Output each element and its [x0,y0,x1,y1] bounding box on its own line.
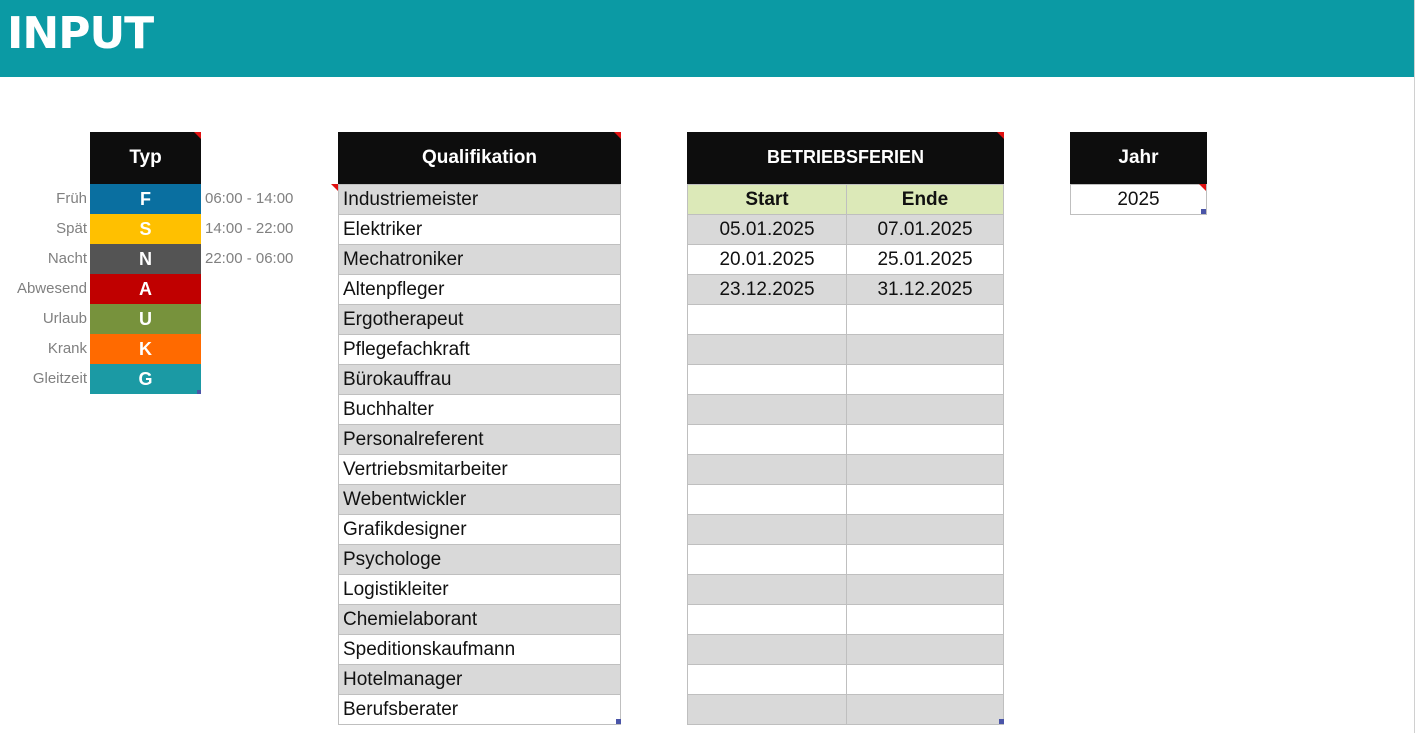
typ-code-cell[interactable]: F [90,184,201,214]
typ-header-label: Typ [129,147,162,168]
qualifikation-header[interactable] [338,132,621,184]
end-date-cell[interactable] [846,665,1003,694]
comment-indicator[interactable] [194,132,201,139]
table-row [688,304,1003,334]
end-date-cell[interactable]: 31.12.2025 [846,275,1003,304]
qualifikation-cell[interactable]: Grafikdesigner [339,514,620,544]
betriebsferien-column-headers [688,184,1003,214]
betriebsferien-table [687,184,1004,725]
jahr-header[interactable] [1070,132,1207,184]
qualifikation-cell[interactable]: Industriemeister [339,184,620,214]
qualifikation-cell[interactable]: Logistikleiter [339,574,620,604]
qualifikation-cell[interactable]: Berufsberater [339,694,620,724]
year-input[interactable]: 2025 [1070,184,1207,215]
start-date-cell[interactable] [688,305,846,334]
start-date-cell[interactable] [688,455,846,484]
end-date-cell[interactable] [846,695,1003,724]
start-date-cell[interactable] [688,365,846,394]
betriebsferien-header[interactable] [687,132,1004,184]
table-resize-handle[interactable] [999,719,1004,724]
qualifikation-cell[interactable]: Altenpfleger [339,274,620,304]
qualifikation-cell[interactable]: Hotelmanager [339,664,620,694]
start-date-cell[interactable] [688,335,846,364]
table-row [688,214,1003,244]
table-resize-handle[interactable] [197,390,201,394]
typ-code-cell[interactable]: N [90,244,201,274]
typ-code-cell[interactable]: G [90,364,201,394]
page-title: INPUT [7,8,154,59]
start-date-cell[interactable] [688,605,846,634]
end-date-cell[interactable] [846,335,1003,364]
end-date-cell[interactable] [846,515,1003,544]
end-date-cell[interactable] [846,635,1003,664]
typ-code-cell[interactable]: A [90,274,201,304]
end-column-header[interactable]: Ende [846,185,1003,214]
typ-label: Krank [47,340,87,357]
end-date-cell[interactable]: 25.01.2025 [846,245,1003,274]
table-row [688,604,1003,634]
start-date-cell[interactable]: 23.12.2025 [719,279,815,300]
typ-label: Spät [56,220,87,237]
typ-label: Gleitzeit [32,370,87,387]
qualifikation-header-label: Qualifikation [421,147,538,168]
table-row [688,244,1003,274]
typ-label: Früh [56,190,87,207]
title-banner [0,0,1414,77]
end-date-cell[interactable] [846,365,1003,394]
qualifikation-cell[interactable]: Psychologe [339,544,620,574]
start-date-cell[interactable] [688,665,846,694]
qualifikation-cell[interactable]: Pflegefachkraft [339,334,620,364]
jahr-header-label: Jahr [1118,147,1159,168]
typ-time: 22:00 - 06:00 [205,250,294,267]
typ-code-cell[interactable]: U [90,304,201,334]
start-date-cell[interactable] [688,485,846,514]
qualifikation-cell[interactable]: Elektriker [339,214,620,244]
end-date-cell[interactable] [846,305,1003,334]
typ-time: 06:00 - 14:00 [205,190,294,207]
end-date-cell[interactable] [846,425,1003,454]
typ-label: Abwesend [16,280,87,297]
end-date-cell[interactable] [846,455,1003,484]
table-row [688,274,1003,304]
qualifikation-cell[interactable]: Speditionskaufmann [339,634,620,664]
end-date-cell[interactable]: 07.01.2025 [846,215,1003,244]
comment-indicator[interactable] [614,132,621,139]
end-date-cell[interactable] [846,605,1003,634]
table-row [688,664,1003,694]
table-row [688,484,1003,514]
typ-row [0,364,310,394]
table-row [688,394,1003,424]
table-row [688,574,1003,604]
typ-row [0,334,310,364]
typ-label: Urlaub [42,310,87,327]
table-resize-handle[interactable] [616,719,621,724]
typ-code-cell[interactable]: K [90,334,201,364]
start-column-header[interactable]: Start [745,189,789,210]
qualifikation-cell[interactable]: Vertriebsmitarbeiter [339,454,620,484]
typ-row [0,244,310,274]
end-date-cell[interactable] [846,575,1003,604]
start-date-cell[interactable] [688,425,846,454]
start-date-cell[interactable] [688,635,846,664]
qualifikation-list [338,184,621,725]
typ-row [0,214,310,244]
table-row [688,334,1003,364]
start-date-cell[interactable]: 05.01.2025 [719,219,815,240]
start-date-cell[interactable] [688,395,846,424]
qualifikation-cell[interactable]: Personalreferent [339,424,620,454]
start-date-cell[interactable] [688,575,846,604]
typ-time: 14:00 - 22:00 [205,220,294,237]
comment-indicator[interactable] [997,132,1004,139]
qualifikation-cell[interactable]: Ergotherapeut [339,304,620,334]
table-row [688,694,1003,724]
start-date-cell[interactable] [688,515,846,544]
qualifikation-cell[interactable]: Bürokauffrau [339,364,620,394]
table-row [688,634,1003,664]
betriebsferien-header-label: BETRIEBSFERIEN [766,146,925,167]
typ-header[interactable] [90,132,201,184]
end-date-cell[interactable] [846,395,1003,424]
typ-label: Nacht [47,250,87,267]
table-row [688,364,1003,394]
typ-row [0,274,310,304]
end-date-cell[interactable] [846,485,1003,514]
table-row [688,514,1003,544]
table-resize-handle[interactable] [1201,209,1206,214]
qualifikation-cell[interactable]: Webentwickler [339,484,620,514]
qualifikation-cell[interactable]: Mechatroniker [339,244,620,274]
comment-indicator[interactable] [331,184,338,191]
start-date-cell[interactable] [688,545,846,574]
typ-code-cell[interactable]: S [90,214,201,244]
start-date-cell[interactable]: 20.01.2025 [719,249,815,270]
start-date-cell[interactable] [688,695,846,724]
table-row [688,544,1003,574]
qualifikation-cell[interactable]: Chemielaborant [339,604,620,634]
qualifikation-cell[interactable]: Buchhalter [339,394,620,424]
table-row [688,454,1003,484]
end-date-cell[interactable] [846,545,1003,574]
typ-row [0,184,310,214]
typ-row [0,304,310,334]
comment-indicator[interactable] [1199,184,1206,191]
table-row [688,424,1003,454]
